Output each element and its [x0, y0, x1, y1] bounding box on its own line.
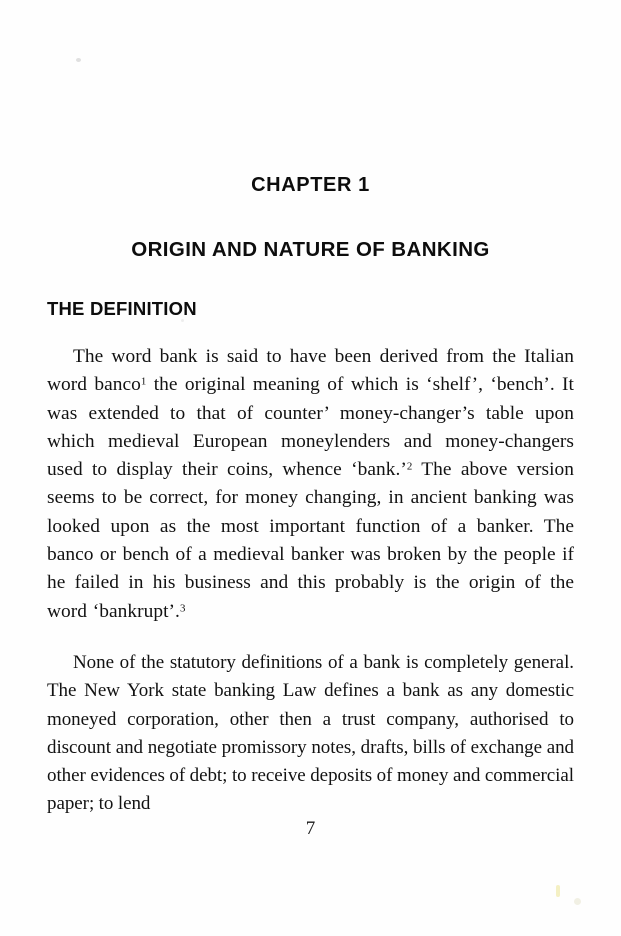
- chapter-label: CHAPTER 1: [251, 174, 370, 196]
- footnote-marker: 3: [179, 602, 186, 615]
- page-number: 7: [305, 818, 316, 839]
- footnote-marker: 1: [140, 375, 147, 388]
- scan-artifact-edge-mark: [556, 885, 560, 897]
- paragraph: The word bank is said to have been derived from the Italian word banco$^1$ the original meaning of which is ‘shelf’, ‘bench’. It was extended to that of counter’ money-changer’s table upon which medieval European moneylenders and money-changers used to display their coins, whence ‘bank.’$^2$ The above version seems to be correct, for money changing, in ancient banking was looked upon as the most important function of a banker. The banco or bench of a medieval banker was broken by the people if he failed in his business and this probably is the origin of the word ‘bankrupt’.$^3$: [47, 346, 574, 622]
- section-heading-the-definition: THE DEFINITION: [47, 298, 197, 319]
- chapter-title: ORIGIN AND NATURE OF BANKING: [131, 238, 490, 261]
- body-text-block: [47, 343, 574, 819]
- scan-artifact-speck: [76, 58, 81, 62]
- paragraph: None of the statutory definitions of a bank is completely general. The New York state banking Law defines a bank as any domestic moneyed corporation, other then a trust company, authorised to discount and negotiate promissory notes, drafts, bills of exchange and other evidences of debt; to receive deposits of money and commercial paper; to lend: [47, 651, 574, 815]
- footnote-marker: 2: [406, 460, 413, 473]
- scan-artifact-speck: [574, 898, 581, 905]
